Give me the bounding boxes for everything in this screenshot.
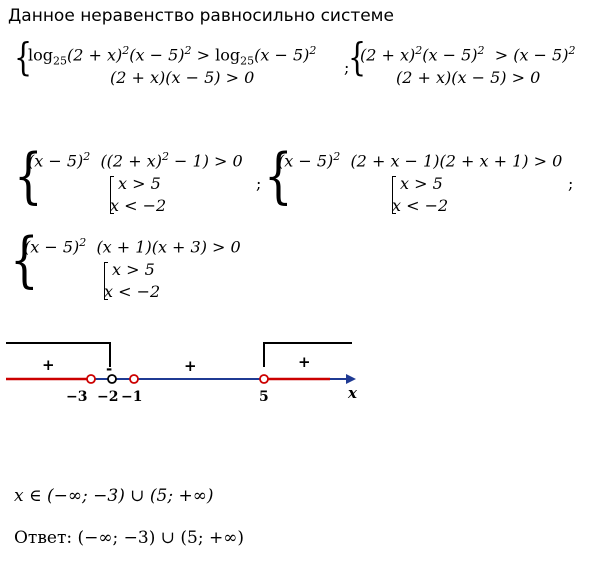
step1-left-line2: (2 + x)(x − 5) > 0	[110, 68, 255, 87]
tick-label: −3	[66, 389, 88, 405]
answer: Ответ: (−∞; −3) ∪ (5; +∞)	[14, 528, 245, 548]
step3-alt2: x < −2	[104, 282, 161, 301]
step2-left-alt2: x < −2	[110, 196, 167, 215]
open-point	[87, 375, 95, 383]
number-line	[0, 330, 380, 410]
tick-label: −2	[97, 389, 119, 405]
brace: {	[264, 141, 293, 211]
open-point	[260, 375, 268, 383]
separator: ;	[568, 174, 574, 193]
step1-left-line1: $\log_{25}(2 + x)^2(x - 5)^2 > \log_{25}(x - 5)^2$	[28, 44, 317, 68]
solution: x ∈ (−∞; −3) ∪ (5; +∞)	[14, 486, 214, 506]
step2-right-alt2: x < −2	[392, 196, 449, 215]
step2-right-line1: $(x - 5)^2$ (2 + x − 1)(2 + x + 1) > 0	[278, 150, 563, 171]
heading: Данное неравенство равносильно системе	[8, 6, 394, 26]
brace: {	[14, 141, 43, 211]
axis-arrow-icon	[346, 374, 356, 384]
step2-right-alt1: x > 5	[400, 174, 443, 193]
step3-line1: $(x - 5)^2$ (x + 1)(x + 3) > 0	[24, 236, 241, 257]
axis-label: x	[348, 384, 357, 402]
step2-left-alt1: x > 5	[118, 174, 161, 193]
step2-left-line1: $(x - 5)^2$ $((2 + x)^2 - 1) > 0$	[28, 150, 243, 171]
step1-right-line1: $(2 + x)^2(x - 5)^2 > (x - 5)^2$	[360, 44, 576, 65]
sign-label: +	[298, 353, 311, 371]
sign-label: -	[106, 360, 113, 378]
sign-label: +	[42, 356, 55, 374]
brace: {	[14, 35, 33, 79]
brace: {	[10, 225, 39, 295]
tick-label: 5	[259, 389, 269, 405]
separator: ;	[344, 58, 350, 77]
sign-label: +	[184, 357, 197, 375]
step3-alt1: x > 5	[112, 260, 155, 279]
brace: {	[348, 35, 367, 79]
sign-curve	[6, 343, 110, 367]
step1-right-line2: (2 + x)(x − 5) > 0	[396, 68, 541, 87]
tick-label: −1	[121, 389, 143, 405]
separator: ;	[256, 174, 262, 193]
open-point	[130, 375, 138, 383]
